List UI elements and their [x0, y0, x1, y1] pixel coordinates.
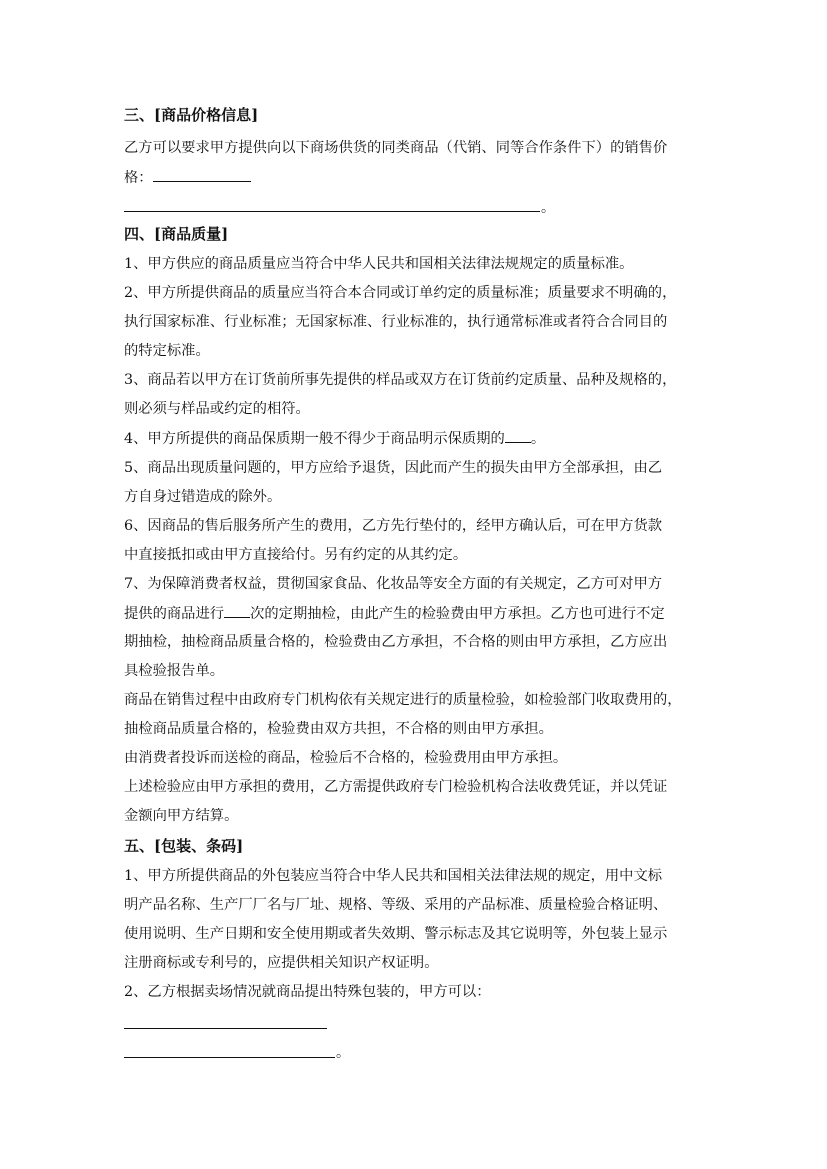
s4-item-4-end: 。 [530, 431, 546, 447]
s4-para-10-line-2: 金额向甲方结算。 [124, 808, 239, 824]
s4-item-1: 1、甲方供应的商品质量应当符合中华人民共和国相关法律法规规定的质量标准。 [124, 256, 634, 272]
s4-item-3-line-2: 则必须与样品或约定的相符。 [124, 401, 310, 417]
s3-line-2 [124, 167, 251, 188]
shelf-life-blank [505, 428, 531, 443]
s4-para-8-line-2: 抽检商品质量合格的，检验费由双方共担，不合格的则由甲方承担。 [124, 721, 553, 737]
s4-para-8-line-1: 商品在销售过程中由政府专门机构依有关规定进行的质量检验，如检验部门收取费用的， [124, 692, 682, 708]
s4-item-5-line-1: 5、商品出现质量问题的，甲方应给予退货，因此而产生的损失由甲方全部承担，由乙 [124, 460, 663, 476]
s4-item-6-line-1: 6、因商品的售后服务所产生的费用，乙方先行垫付的，经甲方确认后，可在甲方货款 [124, 518, 663, 534]
s5-item-1-line-2: 明产品名称、生产厂厂名与厂址、规格、等级、采用的产品标准、质量检验合格证明、 [124, 897, 668, 913]
s4-item-3-line-1: 3、商品若以甲方在订货前所事先提供的样品或双方在订货前约定质量、品种及规格的， [124, 372, 677, 388]
s4-item-7-text-a: 提供的商品进行 [124, 606, 225, 622]
s5-item-1-line-1: 1、甲方所提供商品的外包装应当符合中华人民共和国相关法律法规的规定，用中文标 [124, 868, 663, 884]
s4-item-2-line-3: 的特定标准。 [124, 343, 210, 359]
s4-item-6-line-2: 中直接抵扣或由甲方直接给付。另有约定的从其约定。 [124, 547, 468, 563]
price-blank-long [124, 211, 540, 212]
section-4-heading: 四、[商品质量] [124, 225, 229, 243]
s4-para-9: 由消费者投诉而送检的商品，检验后不合格的，检验费用由甲方承担。 [124, 750, 568, 766]
s5-item-2: 2、乙方根据卖场情况就商品提出特殊包装的，甲方可以： [124, 984, 491, 1000]
s4-item-4 [124, 428, 545, 449]
s4-para-10-line-1: 上述检验应由甲方承担的费用，乙方需提供政府专门检验机构合法收费凭证，并以凭证 [124, 779, 668, 795]
section-5-heading: 五、[包装、条码] [124, 837, 244, 855]
s4-item-7-line-2 [124, 603, 665, 624]
s4-item-2-line-2: 执行国家标准、行业标准；无国家标准、行业标准的，执行通常标准或者符合合同目的 [124, 314, 668, 330]
packaging-blank-2 [124, 1057, 335, 1058]
s4-item-4-text: 4、甲方所提供的商品保质期一般不得少于商品明示保质期的 [124, 431, 505, 447]
s3-price-label: 格： [124, 170, 153, 186]
packaging-blank-1 [124, 1028, 327, 1029]
s4-item-7-line-1: 7、为保障消费者权益，贯彻国家食品、化妆品等安全方面的有关规定，乙方可对甲方 [124, 576, 663, 592]
s5-end-mark: 。 [336, 1045, 350, 1061]
s3-line-1: 乙方可以要求甲方提供向以下商场供货的同类商品（代销、同等合作条件下）的销售价 [124, 140, 668, 156]
s4-item-7-line-3: 期抽检，抽检商品质量合格的，检验费由乙方承担，不合格的则由甲方承担，乙方应出 [124, 634, 668, 650]
s4-item-5-line-2: 方自身过错造成的除外。 [124, 489, 282, 505]
inspection-count-blank [224, 603, 250, 618]
s4-item-7-text-b: 次的定期抽检，由此产生的检验费由甲方承担。乙方也可进行不定 [250, 606, 665, 622]
s4-item-7-line-4: 具检验报告单。 [124, 663, 225, 679]
s5-item-1-line-4: 注册商标或专利号的，应提供相关知识产权证明。 [124, 955, 439, 971]
s4-item-2-line-1: 2、甲方所提供商品的质量应当符合本合同或订单约定的质量标准；质量要求不明确的， [124, 285, 677, 301]
s5-item-1-line-3: 使用说明、生产日期和安全使用期或者失效期、警示标志及其它说明等，外包装上显示 [124, 926, 668, 942]
price-blank-short [153, 167, 251, 182]
s3-end-mark: 。 [541, 200, 555, 216]
section-3-heading: 三、[商品价格信息] [124, 106, 259, 124]
